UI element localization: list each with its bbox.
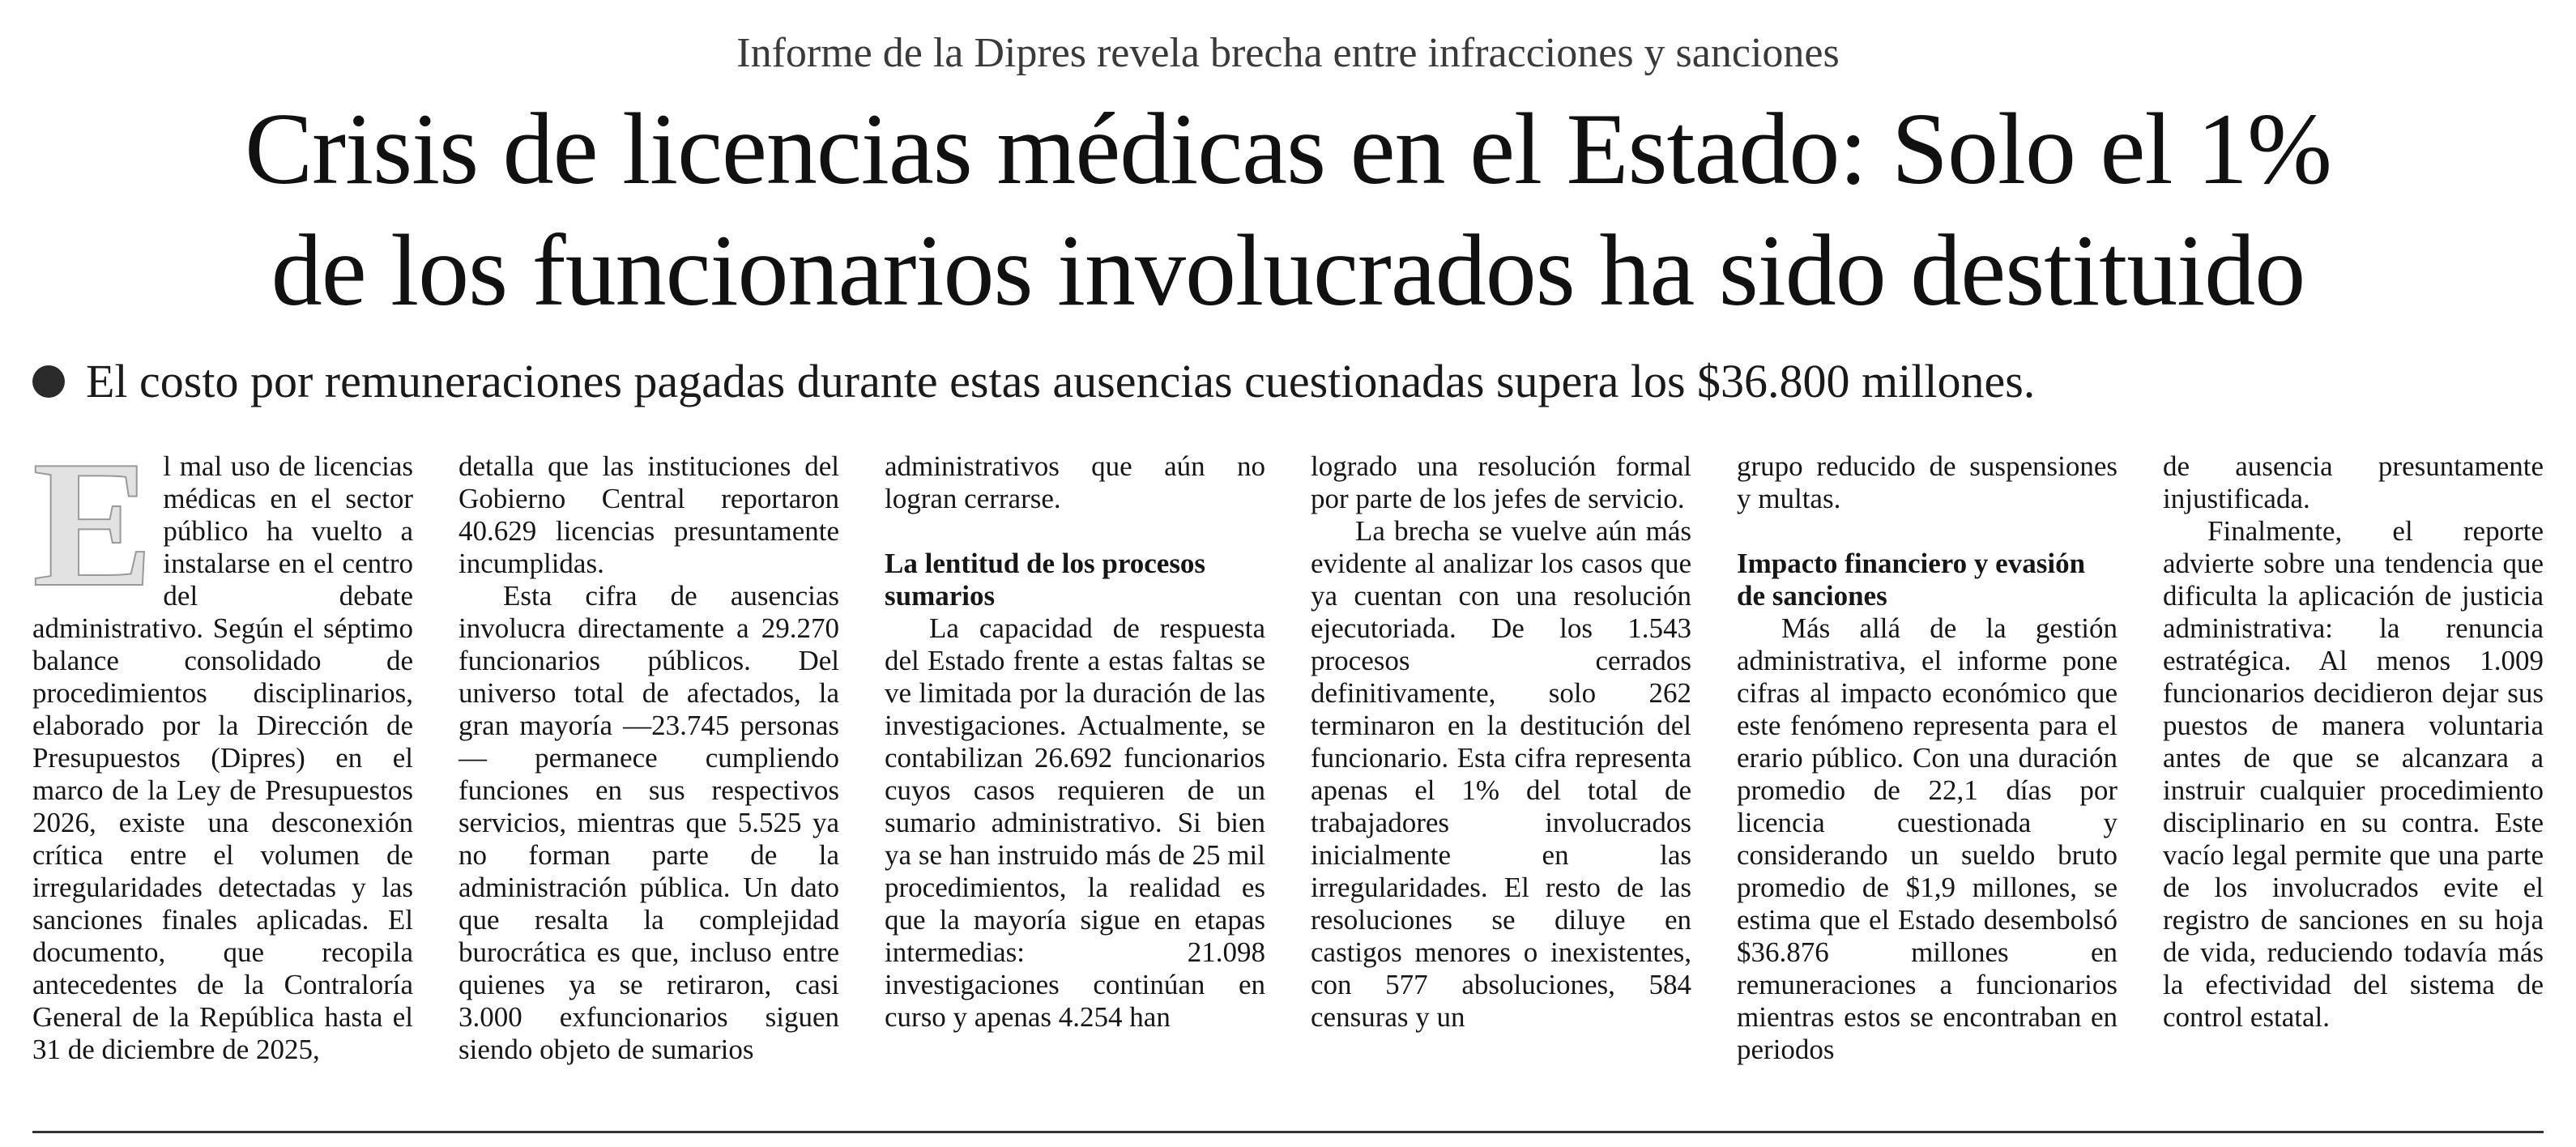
paragraph: grupo reducido de suspensiones y multas. [1737,450,2118,514]
bottom-rule [32,1131,2544,1133]
paragraph: administrativos que aún no logran cerrarse. [885,450,1265,514]
paragraph: logrado una resolución formal por parte de los jefes de servicio. [1311,450,1691,514]
bullet-icon [32,365,65,398]
paragraph: Esta cifra de ausencias involucra directamente a 29.270 funcionarios públicos. Del universo total de afectados, la gran mayoría —23.745 personas— permanece cumpliendo funciones en sus respectivos servicios, mientras que 5.525 ya no forman parte de la administración pública. Un dato que resalta la complejidad burocrática es que, incluso entre quienes ya se retiraron, casi 3.000 exfuncionarios siguen siendo objeto de sumarios [458,580,839,1065]
paragraph: l mal uso de licencias médicas en el sector público ha vuelto a instalarse en el centro del debate administrativo. Según el séptimo balance consolidado de procedimientos disciplinarios, elaborado por la Dirección de Presupuestos (Dipres) en el marco de la Ley de Presupuestos 2026, existe una desconexión crítica entre el volumen de irregularidades detectadas y las sanciones finales aplicadas. El documento, que recopila antecedentes de la Contraloría General de la República hasta el 31 de diciembre de 2025, [32,450,413,1065]
article-column-6 [2163,450,2544,1123]
article-column-4 [1311,450,1691,1123]
paragraph: La capacidad de respuesta del Estado frente a estas faltas se ve limitada por la duración de las investigaciones. Actualmente, se contabilizan 26.692 funcionarios cuyos casos requieren de un sumario administrativo. Si bien ya se han instruido más de 25 mil procedimientos, la realidad es que la mayoría sigue en etapas intermedias: 21.098 investigaciones continúan en curso y apenas 4.254 han [885,612,1265,1033]
paragraph: de ausencia presuntamente injustificada. [2163,450,2544,514]
headline-line-1: Crisis de licencias médicas en el Estado: Solo el 1% [245,93,2331,206]
section-heading: Impacto financiero y evasión de sanciones [1737,548,2086,612]
kicker: Informe de la Dipres revela brecha entre infracciones y sanciones [736,30,1840,76]
subheadline [32,345,2544,418]
paragraph: Finalmente, el reporte advierte sobre una tendencia que dificulta la aplicación de justicia administrativa: la renuncia estratégica. Al menos 1.009 funcionarios decidieron dejar sus puestos de manera voluntaria antes de que se alcanzara a instruir cualquier procedimiento disciplinario en su contra. Este vacío legal permite que una parte de los involucrados evite el registro de sanciones en su hoja de vida, reduciendo todavía más la efectividad del sistema de control estatal. [2163,515,2544,1033]
headline-line-2: de los funcionarios involucrados ha sido destituido [271,215,2305,327]
paragraph: detalla que las instituciones del Gobierno Central reportaron 40.629 licencias presuntamente incumplidas. [458,450,839,579]
headline [32,89,2544,332]
article-column-1 [32,450,413,1123]
article-column-2 [458,450,839,1123]
article-column-5 [1737,450,2118,1123]
article-column-3 [885,450,1265,1123]
section-heading: La lentitud de los procesos sumarios [885,548,1206,612]
drop-cap: E [32,450,154,625]
paragraph: Más allá de la gestión administrativa, el informe pone cifras al impacto económico que este fenómeno representa para el erario público. Con una duración promedio de 22,1 días por licencia cuestionada y considerando un sueldo bruto promedio de $1,9 millones, se estima que el Estado desembolsó $36.876 millones en remuneraciones a funcionarios mientras estos se encontraban en periodos [1737,612,2118,1065]
article-body [32,450,2544,1123]
paragraph: La brecha se vuelve aún más evidente al analizar los casos que ya cuentan con una resolución ejecutoriada. De los 1.543 procesos cerrados definitivamente, solo 262 terminaron en la destitución del funcionario. Esta cifra representa apenas el 1% del total de trabajadores involucrados inicialmente en las irregularidades. El resto de las resoluciones se diluye en castigos menores o inexistentes, con 577 absoluciones, 584 censuras y un [1311,515,1691,1033]
subheadline-text: El costo por remuneraciones pagadas durante estas ausencias cuestionadas supera los $36.800 millones. [86,355,2036,407]
